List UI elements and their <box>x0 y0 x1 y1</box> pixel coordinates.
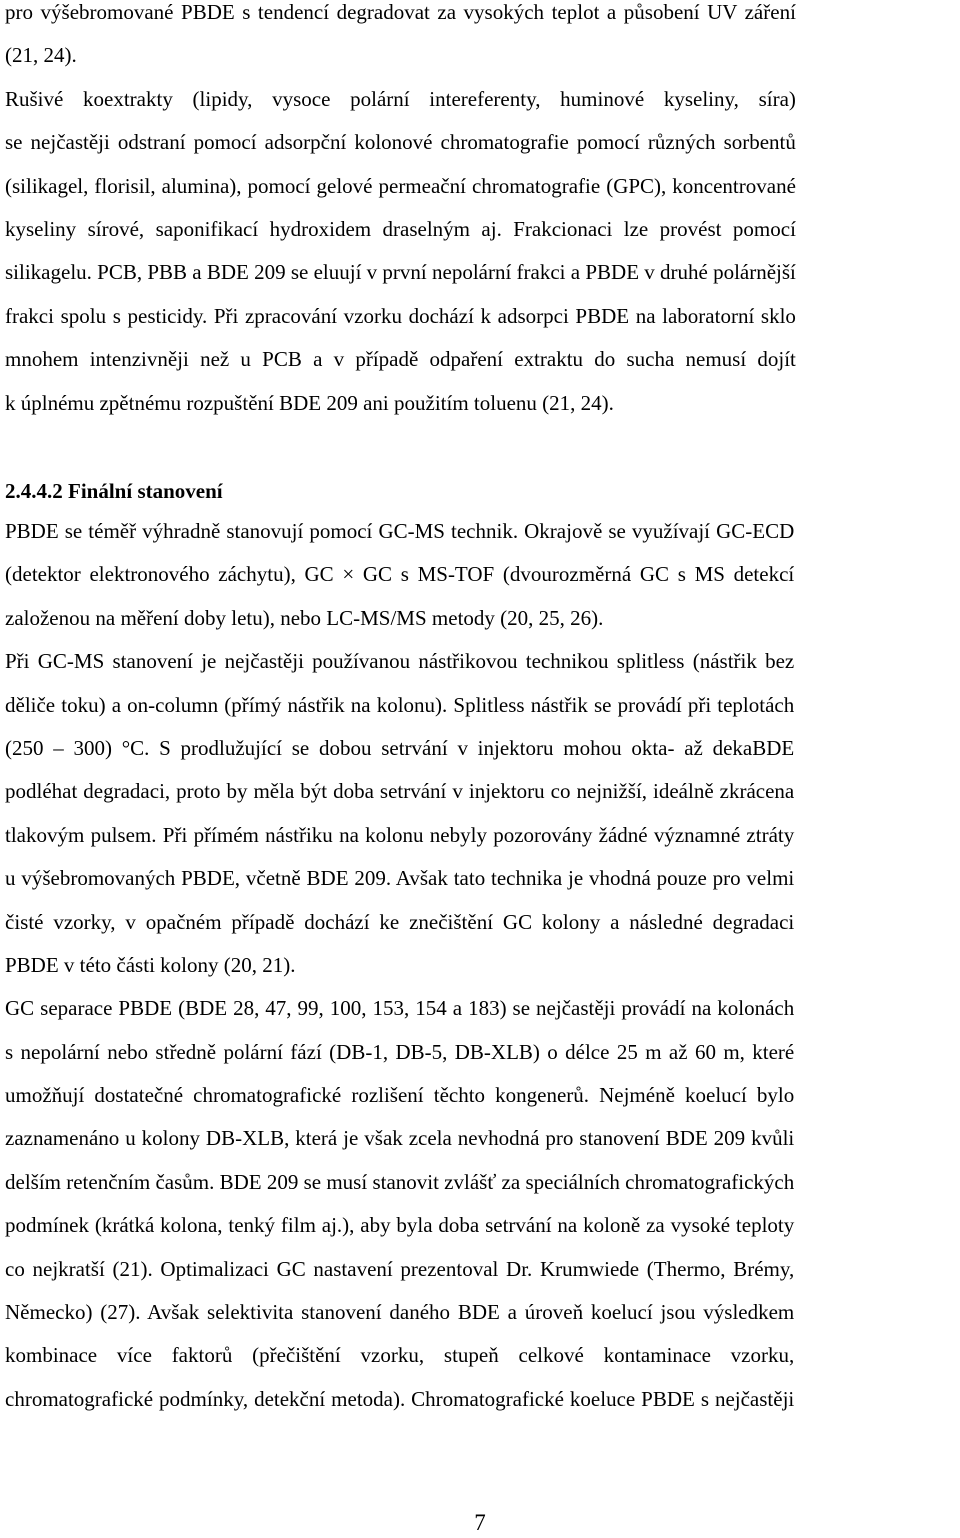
text-line: frakci spolu s pesticidy. Při zpracování vzorku dochází k adsorpci PBDE na laboratorní sklo <box>5 303 796 328</box>
page-number: 7 <box>474 1510 486 1535</box>
text-line: podmínek (krátká kolona, tenký film aj.), aby byla doba setrvání na koloně za vysoké teploty <box>5 1213 795 1238</box>
text-line: silikagelu. PCB, PBB a BDE 209 se eluují v první nepolární frakci a PBDE v druhé polárnější <box>5 260 796 285</box>
text-line: PBDE se téměř výhradně stanovují pomocí GC-MS technik. Okrajově se využívají GC-ECD <box>5 519 795 543</box>
text-line: mnohem intenzivněji než u PCB a v případě odpaření extraktu do sucha nemusí dojít <box>5 347 796 372</box>
text-line: zaznamenáno u kolony DB-XLB, která je však zcela nevhodná pro stanovení BDE 209 kvůli <box>5 1126 795 1151</box>
text-line: GC separace PBDE (BDE 28, 47, 99, 100, 153, 154 a 183) se nejčastěji provádí na kolonách <box>5 996 795 1021</box>
text-line: děliče toku) a on-column (přímý nástřik na kolonu). Splitless nástřik se provádí při teplotách <box>5 692 795 717</box>
text-line: kyseliny sírové, saponifikací hydroxidem draselným aj. Frakcionaci lze provést pomocí <box>5 216 796 241</box>
text-line: kombinace více faktorů (přečištění vzorku, stupeň celkové kontaminace vzorku, <box>5 1343 795 1368</box>
text-line: (250 – 300) °C. S prodlužující se dobou setrvání v injektoru mohou okta- až dekaBDE <box>5 735 795 760</box>
text-line: (21, 24). <box>5 43 77 68</box>
text-line: Německo) (27). Avšak selektivita stanovení daného BDE a úroveň koelucí jsou výsledkem <box>5 1300 795 1325</box>
paragraph-final-determination <box>5 510 794 1421</box>
text-line: čisté vzorky, v opačném případě dochází ke znečištění GC kolony a následné degradaci <box>5 909 795 934</box>
text-line: u výšebromovaných PBDE, včetně BDE 209. Avšak tato technika je vhodná pouze pro velmi <box>5 866 795 891</box>
text-line: pro výšebromované PBDE s tendencí degradovat za vysokých teplot a působení UV záření <box>5 0 796 24</box>
text-line: Rušivé koextrakty (lipidy, vysoce polární intereferenty, huminové kyseliny, síra) <box>5 86 796 111</box>
section-heading: 2.4.4.2 Finální stanovení <box>5 479 223 503</box>
text-line: tlakovým pulsem. Při přímém nástřiku na kolonu nebyly pozorovány žádné významné ztráty <box>5 822 795 847</box>
text-line: podléhat degradaci, proto by měla být doba setrvání v injektoru co nejnižší, ideálně zkrácena <box>5 779 795 804</box>
text-line: k úplnému zpětnému rozpuštění BDE 209 ani použitím toluenu (21, 24). <box>5 390 614 415</box>
text-line: Při GC-MS stanovení je nejčastěji používanou nástřikovou technikou splitless (nástřik bez <box>5 649 795 674</box>
text-line: PBDE v této části kolony (20, 21). <box>5 952 296 977</box>
text-line: co nejkratší (21). Optimalizaci GC nastavení prezentoval Dr. Krumwiede (Thermo, Brémy, <box>5 1256 795 1281</box>
text-line: umožňují dostatečné chromatografické rozlišení těchto kongenerů. Nejméně koelucí bylo <box>5 1083 795 1108</box>
text-line: se nejčastěji odstraní pomocí adsorpční kolonové chromatografie pomocí různých sorbentů <box>5 130 796 155</box>
text-line: chromatografické podmínky, detekční metoda). Chromatografické koeluce PBDE s nejčastěji <box>5 1386 795 1411</box>
text-line: (detektor elektronového záchytu), GC × GC s MS-TOF (dvourozměrná GC s MS detekcí <box>5 562 795 587</box>
text-line: založenou na měření doby letu), nebo LC-MS/MS metody (20, 25, 26). <box>5 605 604 630</box>
text-line: (silikagel, florisil, alumina), pomocí gelové permeační chromatografie (GPC), koncentrované <box>5 173 796 198</box>
text-line: delším retenčním časům. BDE 209 se musí stanovit zvlášť za speciálních chromatografických <box>5 1169 795 1194</box>
text-line: s nepolární nebo středně polární fází (DB-1, DB-5, DB-XLB) o délce 25 m až 60 m, které <box>5 1039 795 1064</box>
paragraph-extraction-cleanup <box>5 0 796 425</box>
